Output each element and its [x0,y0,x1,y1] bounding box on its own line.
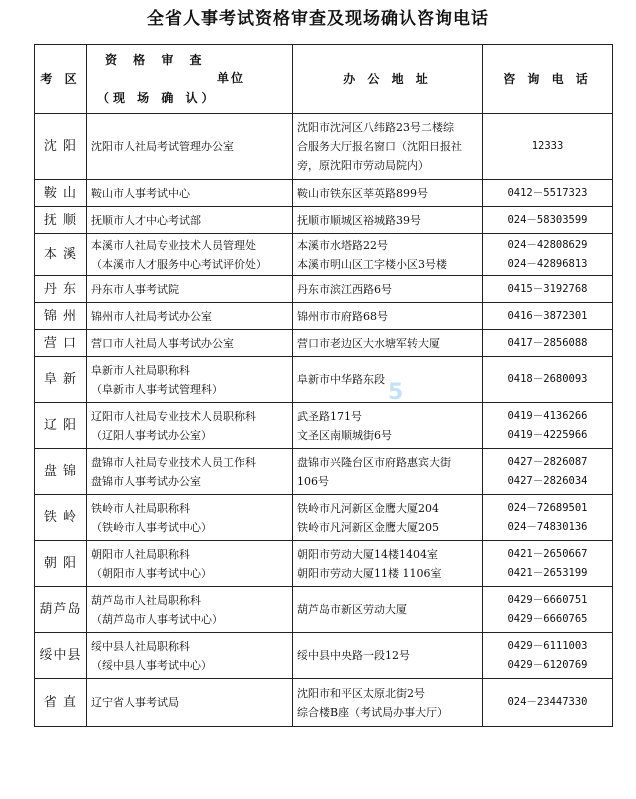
table-row [35,495,613,541]
table-row [35,207,613,234]
phone-line: 0418－2680093 [507,373,588,385]
area-cell [35,587,87,633]
area-line: 铁 岭 [43,510,78,525]
phone-line: 024－42808629 [507,238,588,251]
area-cell [35,207,87,234]
phone-cell [483,207,613,234]
phone-line: 0421－2650667 [507,547,588,560]
unit-cell [87,207,293,234]
phone-line: 0419－4136266 [507,409,588,422]
phone-cell [483,633,613,679]
phone-cell [483,276,613,303]
phone-line: 0429－6120769 [507,658,588,671]
address-line: 丹东市滨江西路6号 [297,282,392,296]
unit-line: 辽阳市人社局专业技术人员职称科 [91,409,256,423]
table-row [35,234,613,276]
address-line: 106号 [297,474,329,488]
phone-line: 0429－6111003 [507,639,588,652]
area-cell [35,180,87,207]
unit-line: 鞍山市人事考试中心 [91,186,190,200]
address-cell [293,180,483,207]
phone-line: 0416－3872301 [507,309,588,322]
address-cell [293,303,483,330]
area-line: 丹 东 [43,281,78,297]
address-line: 本溪市水塔路22号 [297,238,388,252]
unit-line: （辽阳人事考试办公室） [91,428,212,442]
phone-line: 0429－6660765 [507,612,588,625]
table-row [35,679,613,727]
area-line: 朝 阳 [43,556,78,571]
phone-line: 0417－2856088 [507,336,588,349]
unit-cell [87,357,293,403]
area-line: 本 溪 [43,247,78,262]
unit-cell [87,234,293,276]
unit-cell [87,495,293,541]
area-cell [35,495,87,541]
table-row [35,180,613,207]
unit-cell [87,303,293,330]
table-row [35,276,613,303]
address-cell [293,587,483,633]
contact-table [34,44,613,727]
unit-cell [87,276,293,303]
phone-cell [483,587,613,633]
watermark-logo: 5 [388,380,404,405]
phone-cell [483,180,613,207]
header-unit-mid: 单位 [217,71,246,85]
phone-cell [483,495,613,541]
area-cell [35,679,87,727]
address-line: 阜新市中华路东段 [297,373,385,386]
address-cell [293,679,483,727]
phone-line: 024－72689501 [507,501,588,514]
address-line: 沈阳市和平区太原北街2号 [297,686,425,700]
table-row [35,449,613,495]
page-title: 全省人事考试资格审查及现场确认咨询电话 [147,9,489,29]
unit-line: （葫芦岛市人事考试中心） [91,612,223,626]
address-line: 营口市老边区大水塘军转大厦 [297,336,440,350]
header-unit [87,45,293,114]
area-cell [35,449,87,495]
area-line: 辽 阳 [43,418,78,433]
address-line: 朝阳市劳动大厦14楼1404室 [297,547,438,561]
unit-line: 锦州市人社局考试办公室 [91,309,212,323]
address-cell [293,633,483,679]
unit-line: 辽宁省人事考试局 [91,696,179,709]
unit-cell [87,587,293,633]
unit-cell [87,633,293,679]
phone-cell [483,679,613,727]
area-line: 省 直 [43,695,78,710]
phone-line: 024－23447330 [507,696,588,708]
address-line: 沈阳市沈河区八纬路23号二楼综 [297,121,454,134]
area-line: 营 口 [43,335,78,351]
unit-line: （阜新市人事考试管理科） [91,382,223,396]
unit-line: 绥中县人社局职称科 [91,639,190,653]
address-line: 鞍山市铁东区莘英路899号 [297,186,428,200]
phone-cell [483,234,613,276]
address-line: 盘锦市兴隆台区市府路惠宾大街 [297,455,451,469]
phone-line: 0421－2653199 [507,566,588,579]
address-line: 合服务大厅报名窗口（沈阳日报社 [297,140,462,153]
area-cell [35,633,87,679]
unit-line: 丹东市人事考试院 [91,282,179,296]
phone-line: 0412－5517323 [507,186,588,199]
area-line: 抚 顺 [43,212,78,228]
area-cell [35,276,87,303]
area-line: 阜 新 [43,372,78,387]
area-line: 绥中县 [39,648,82,663]
unit-line: 盘锦市人事考试办公室 [91,474,201,488]
address-line: 锦州市市府路68号 [297,309,388,323]
area-cell [35,541,87,587]
table-row [35,587,613,633]
unit-line: （朝阳市人事考试中心） [91,566,212,580]
unit-line: 阜新市人社局职称科 [91,363,190,377]
unit-line: 沈阳市人社局考试管理办公室 [91,140,234,153]
table-row [35,403,613,449]
phone-line: 12333 [531,140,564,152]
area-cell [35,303,87,330]
phone-line: 0427－2826087 [507,455,588,468]
area-cell [35,114,87,180]
address-line: 综合楼B座（考试局办事大厅） [297,705,449,719]
header-unit-top: 资 格 审 查 [105,53,208,67]
address-cell [293,541,483,587]
phone-cell [483,403,613,449]
phone-cell [483,449,613,495]
phone-cell [483,357,613,403]
area-cell [35,357,87,403]
unit-cell [87,449,293,495]
unit-cell [87,541,293,587]
phone-line: 0415－3192768 [507,282,588,295]
address-line: 葫芦岛市新区劳动大厦 [297,603,407,616]
phone-cell [483,541,613,587]
address-line: 铁岭市凡河新区金鹰大厦204 [297,501,439,515]
address-cell [293,114,483,180]
phone-cell [483,114,613,180]
address-line: 旁，原沈阳市劳动局院内） [297,159,429,172]
phone-cell [483,303,613,330]
table-row [35,114,613,180]
unit-line: （铁岭市人事考试中心） [91,520,212,534]
area-cell [35,330,87,357]
address-line: 绥中县中央路一段12号 [297,649,410,662]
address-cell [293,234,483,276]
table-body [35,114,613,727]
unit-line: 本溪市人社局专业技术人员管理处 [91,238,256,252]
unit-cell [87,679,293,727]
header-row [35,45,613,114]
address-line: 文圣区南顺城街6号 [297,428,392,442]
unit-cell [87,114,293,180]
area-cell [35,234,87,276]
unit-cell [87,403,293,449]
unit-cell [87,180,293,207]
area-line: 沈 阳 [43,139,78,154]
unit-line: 铁岭市人社局职称科 [91,501,190,515]
phone-cell [483,330,613,357]
unit-line: 葫芦岛市人社局职称科 [91,593,201,607]
unit-line: 营口市人社局人事考试办公室 [91,336,234,350]
address-cell [293,403,483,449]
unit-cell [87,330,293,357]
table-row [35,541,613,587]
address-line: 铁岭市凡河新区金鹰大厦205 [297,520,439,534]
unit-line: 朝阳市人社局职称科 [91,547,190,561]
unit-line: （本溪市人才服务中心考试评价处） [91,257,267,271]
table-row [35,633,613,679]
phone-line: 024－74830136 [507,520,588,533]
address-line: 本溪市明山区工字楼小区3号楼 [297,257,447,271]
unit-line: 抚顺市人才中心考试部 [91,213,201,227]
unit-line: （绥中县人事考试中心） [91,658,212,672]
address-line: 抚顺市顺城区裕城路39号 [297,213,421,227]
area-line: 鞍 山 [43,185,78,201]
address-cell [293,276,483,303]
area-line: 盘 锦 [43,464,78,479]
address-cell [293,449,483,495]
phone-line: 0427－2826034 [507,474,588,487]
table-row [35,330,613,357]
address-cell [293,207,483,234]
area-cell [35,403,87,449]
phone-line: 0429－6660751 [507,593,588,606]
phone-line: 024－42896813 [507,257,588,270]
header-area: 考 区 [35,45,87,114]
table-row [35,303,613,330]
header-unit-bottom: （现 场 确 认） [97,91,218,105]
unit-line: 盘锦市人社局专业技术人员工作科 [91,455,256,469]
address-line: 朝阳市劳动大厦11楼 1106室 [297,566,442,580]
area-line: 锦 州 [43,308,78,324]
phone-line: 0419－4225966 [507,428,588,441]
phone-line: 024－58303599 [507,213,588,226]
address-cell [293,330,483,357]
header-address: 办 公 地 址 [293,45,483,114]
area-line: 葫芦岛 [39,602,82,617]
table-row [35,357,613,403]
header-phone: 咨 询 电 话 [483,45,613,114]
address-cell [293,495,483,541]
address-line: 武圣路171号 [297,409,362,423]
